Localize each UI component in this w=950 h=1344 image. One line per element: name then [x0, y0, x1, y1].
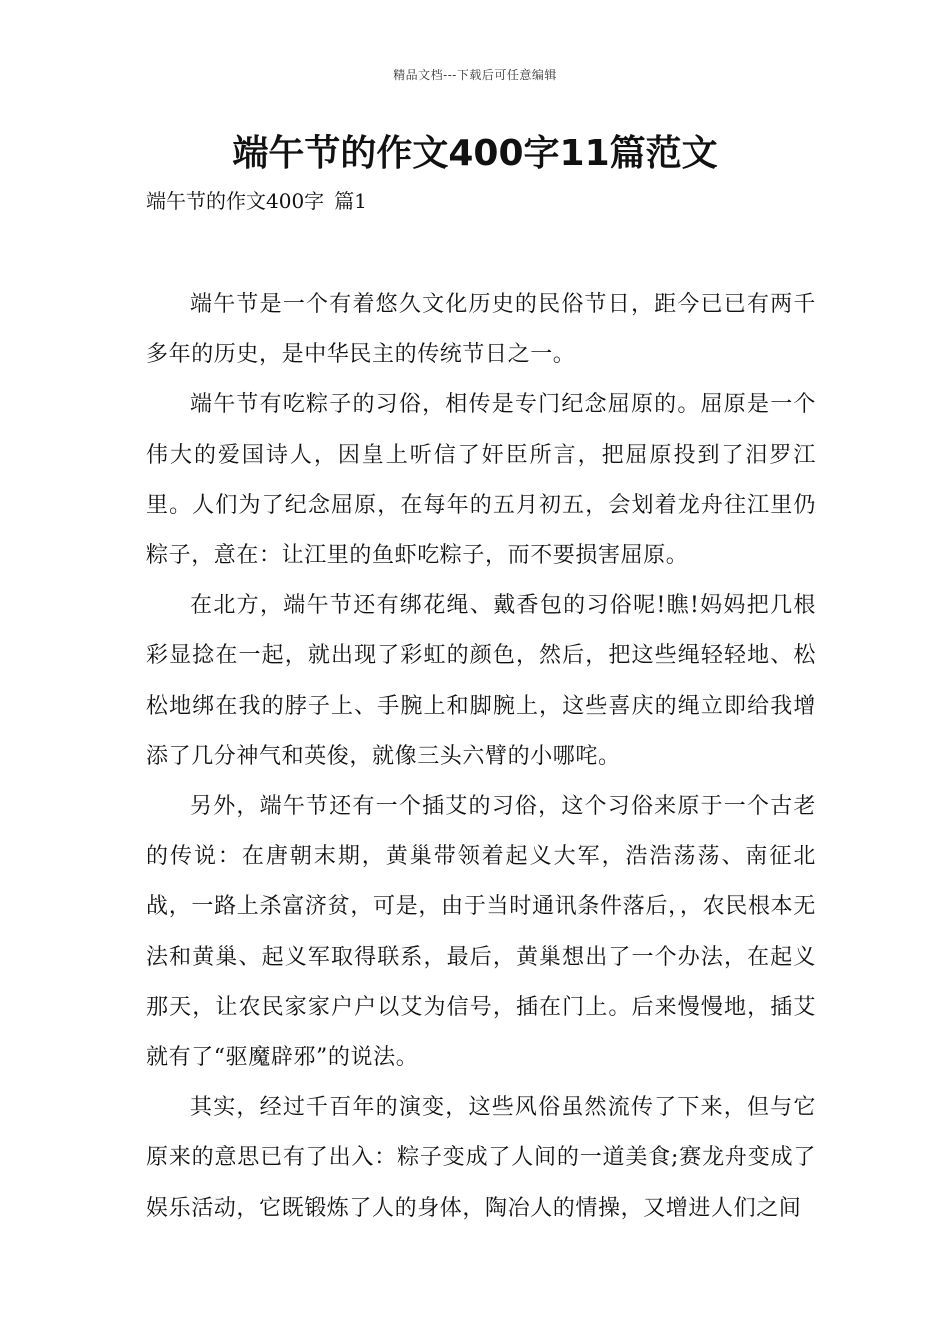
document-title: 端午节的作文400字11篇范文 — [232, 133, 718, 174]
paragraph: 端午节有吃粽子的习俗，相传是专门纪念屈原的。屈原是一个伟大的爱国诗人，因皇上听信了奸臣所言，把屈原投到了汨罗江里。人们为了纪念屈原，在每年的五月初五，会划着龙舟往江里仍粽子，意在：让江里的鱼虾吃粽子，而不要损害屈原。 — [146, 392, 816, 569]
paragraph: 在北方，端午节还有绑花绳、戴香包的习俗呢!瞧!妈妈把几根彩显捻在一起，就出现了彩虹的颜色，然后，把这些绳轻轻地、松松地绑在我的脖子上、手腕上和脚腕上，这些喜庆的绳立即给我增添了几分神气和英俊，就像三头六臂的小哪咤。 — [146, 593, 816, 769]
section-heading — [146, 186, 377, 216]
paragraph: 另外，端午节还有一个插艾的习俗，这个习俗来原于一个古老的传说：在唐朝末期，黄巢带领着起义大军，浩浩荡荡、南征北战，一路上杀富济贫，可是，由于当时通讯条件落后，，农民根本无法和黄巢、起义军取得联系，最后，黄巢想出了一个办法，在起义那天，让农民家家户户以艾为信号，插在门上。后来慢慢地，插艾就有了“驱魔辟邪”的说法。 — [146, 794, 816, 1071]
paragraph: 其实，经过千百年的演变，这些风俗虽然流传了下来，但与它原来的意思已有了出入：粽子变成了人间的一道美食;赛龙舟变成了娱乐活动，它既锻炼了人的身体，陶冶人的情操，又增进人们之间 — [146, 1095, 816, 1221]
paragraph: 端午节是一个有着悠久文化历史的民俗节日，距今已已有两千多年的历史，是中华民主的传统节日之一。 — [146, 292, 816, 368]
article-body — [146, 280, 816, 1234]
section-number: 篇1 — [334, 189, 367, 213]
page-header: 精品文档---下载后可任意编辑 — [393, 68, 557, 82]
section-title: 端午节的作文400字 — [146, 189, 325, 213]
